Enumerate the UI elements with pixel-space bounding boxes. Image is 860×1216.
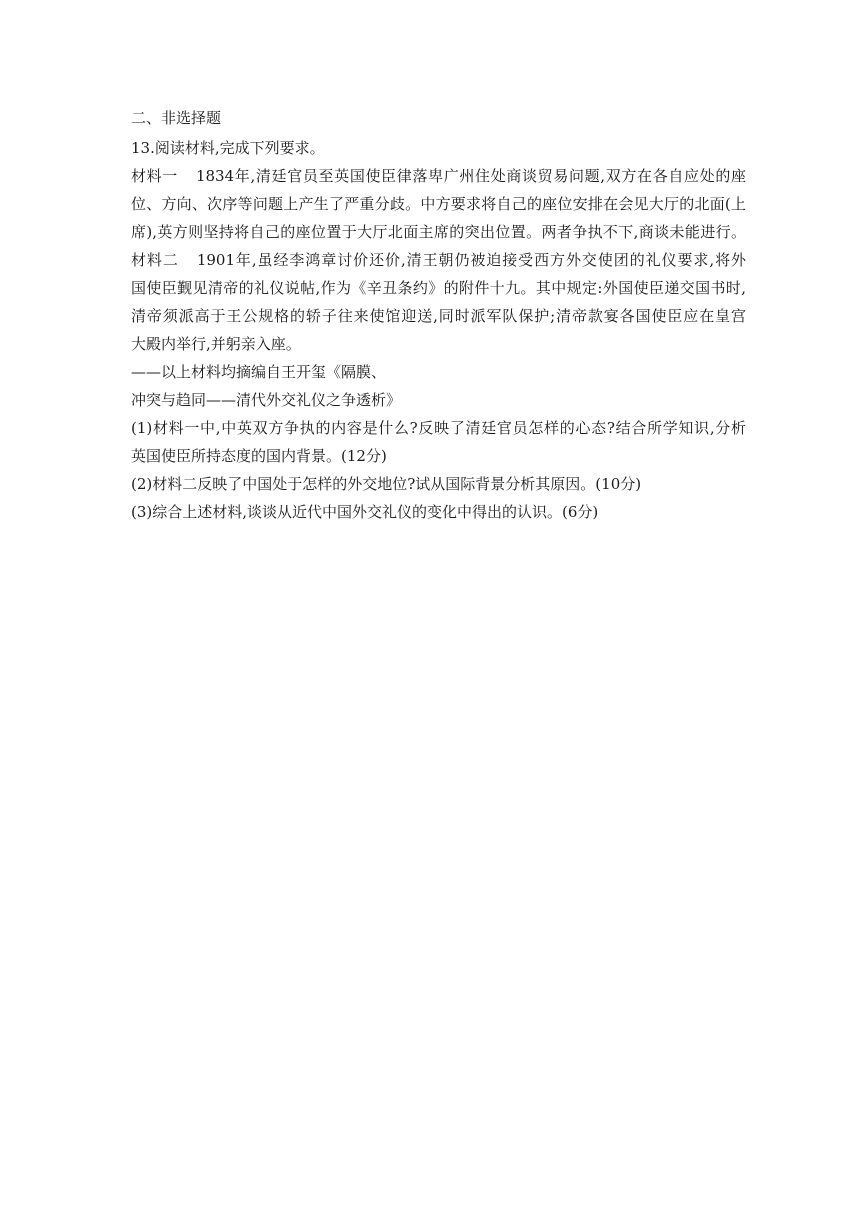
material2-line1 — [131, 246, 746, 274]
material2-line2: 国使臣觐见清帝的礼仪说帖,作为《辛丑条约》的附件十九。其中规定:外国使臣递交国书时, — [131, 279, 746, 297]
document-page — [131, 104, 746, 526]
source-citation-line1: ——以上材料均摘编自王开玺《隔膜、 — [131, 363, 387, 381]
material2-text-line1: 1901年,虽经李鸿章讨价还价,清王朝仍被迫接受西方外交使团的礼仪要求,将外 — [196, 251, 746, 269]
subquestion2: (2)材料二反映了中国处于怎样的外交地位?试从国际背景分析其原因。(10分) — [131, 475, 642, 493]
material2-line3: 清帝须派高于王公规格的轿子往来使馆迎送,同时派军队保护;清帝款宴各国使臣应在皇宫 — [131, 307, 746, 325]
subquestion1-line2: 英国使臣所持态度的国内背景。(12分) — [131, 447, 387, 465]
material2-line4: 大殿内举行,并躬亲入座。 — [131, 335, 301, 353]
material2-label: 材料二 — [131, 251, 179, 269]
source-citation-line2: 冲突与趋同——清代外交礼仪之争透析》 — [131, 391, 402, 409]
material1-line3: 席),英方则坚持将自己的座位置于大厅北面主席的突出位置。两者争执不下,商谈未能进行。 — [131, 223, 746, 241]
section-title: 二、非选择题 — [131, 109, 222, 127]
subquestion3: (3)综合上述材料,谈谈从近代中国外交礼仪的变化中得出的认识。(6分) — [131, 503, 599, 521]
material1-line2: 位、方向、次序等问题上产生了严重分歧。中方要求将自己的座位安排在会见大厅的北面(上 — [131, 195, 746, 213]
material1-line1 — [131, 162, 746, 190]
material1-text-line1: 1834年,清廷官员至英国使臣律落卑广州住处商谈贸易问题,双方在各自应处的座 — [195, 167, 746, 185]
subquestion1-line1: (1)材料一中,中英双方争执的内容是什么?反映了清廷官员怎样的心态?结合所学知识,分析 — [131, 419, 746, 437]
material1-label: 材料一 — [131, 167, 178, 185]
question-stem: 13.阅读材料,完成下列要求。 — [131, 139, 325, 157]
